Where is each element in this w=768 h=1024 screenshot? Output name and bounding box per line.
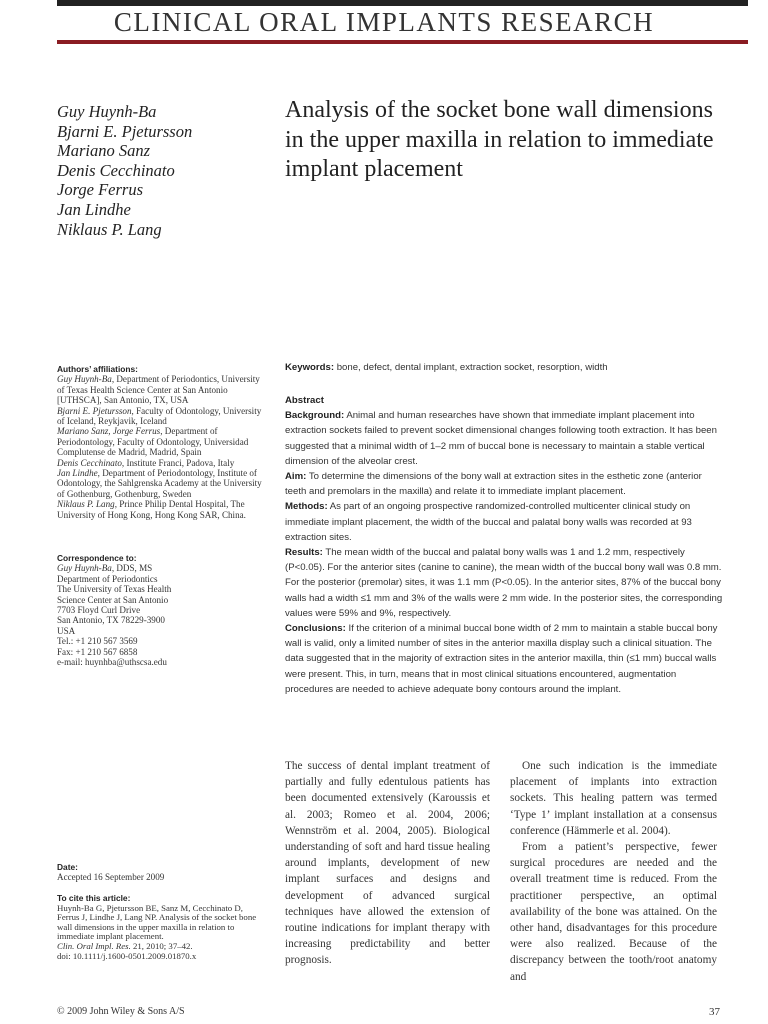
- journal-title: CLINICAL ORAL IMPLANTS RESEARCH: [113, 7, 655, 37]
- correspondence-line: USA: [57, 625, 76, 636]
- affiliations-label: Authors’ affiliations:: [57, 364, 138, 374]
- author-name: Mariano Sanz: [57, 141, 151, 161]
- header-accent-rule: [57, 40, 748, 44]
- abstract-section: Methods: As part of an ongoing prospective randomized-controlled multicenter clinical study on immediate implant placement, the width of the buccal and palatal bony walls was recorded at 93 extraction sites.: [285, 501, 692, 543]
- author-list: [57, 102, 192, 239]
- correspondence-line: The University of Texas Health: [57, 584, 172, 595]
- correspondence-block: [57, 553, 267, 667]
- author-name: Jorge Ferrus: [57, 180, 143, 200]
- date-block: [57, 862, 267, 883]
- correspondence-line: San Antonio, TX 78229-3900: [57, 615, 165, 626]
- copyright: © 2009 John Wiley & Sons A/S: [57, 1006, 185, 1017]
- correspondence-line: Department of Periodontics: [57, 573, 158, 584]
- affiliation-entry: Guy Huynh-Ba, Department of Periodontics, University of Texas Health Science Center at San Antonio [UTHSCA], San Antonio, TX, USA: [57, 374, 260, 406]
- abstract-section: Background: Animal and human researches have shown that immediate implant placement into extraction sockets failed to prevent socket dimensional changes following tooth extraction. It has been suggested that a minimal width of 1–2 mm of buccal bone is necessary to maintain a stable vertical dimension of the alveolar crest.: [285, 410, 717, 467]
- author-name: Denis Cecchinato: [57, 160, 175, 180]
- correspondence-line: Fax: +1 210 567 6858: [57, 646, 138, 657]
- citation-journal: Clin. Oral Impl. Res. 21, 2010; 37–42.: [57, 940, 193, 951]
- body-paragraph: The success of dental implant treatment of partially and fully edentulous patients has been documented extensively (Karoussis et al. 2003; Romeo et al. 2004, 2006; Wennström et al. 2004, 2005). Biological understanding of soft and hard tissue healing around implants, development of new implant surfaces and designs and development of advanced surgical techniques have allowed the extension of routine indications for implant therapy with increasing predictability and better prognosis.: [285, 760, 490, 967]
- body-paragraph: One such indication is the immediate placement of implants into extraction sockets. This healing pattern was termed ‘Type 1’ implant installation at a consensus conference (Hämmerle et al. 2004).: [510, 760, 717, 837]
- abstract-section: Aim: To determine the dimensions of the bony wall at extraction sites in the esthetic zone (anterior teeth and premolars in the maxilla) and relate it to immediate implant placement.: [285, 471, 702, 498]
- citation-block: [57, 894, 267, 961]
- abstract-section: Results: The mean width of the buccal and palatal bony walls was 1 and 1.2 mm, respectively (P<0.05). For the anterior sites (canine to canine), the mean width of the buccal bony wall was 0.8 mm. For the posterior (premolar) sites, it was 1.1 mm (P<0.05). In the anterior sites, 87% of the buccal bony walls had a width ≤1 mm and 3% of the walls were 2 mm wide. In the posterior sites, the corresponding values were 59% and 9%, respectively.: [285, 547, 723, 619]
- affiliation-entry: Niklaus P. Lang, Prince Philip Dental Hospital, The University of Hong Kong, Hong Kong SAR, China.: [57, 499, 246, 520]
- date-text: Accepted 16 September 2009: [57, 872, 165, 883]
- citation-label: To cite this article:: [57, 893, 131, 903]
- keywords-text: bone, defect, dental implant, extraction socket, resorption, width: [336, 362, 608, 373]
- author-name: Guy Huynh-Ba: [57, 102, 157, 121]
- keywords: [285, 362, 725, 374]
- article-title: Analysis of the socket bone wall dimensions in the upper maxilla in relation to immediate implant placement: [285, 97, 714, 182]
- date-label: Date:: [57, 862, 78, 872]
- header-top-rule: [57, 0, 748, 6]
- correspondence-line: Science Center at San Antonio: [57, 594, 169, 605]
- body-paragraph: From a patient’s perspective, fewer surgical procedures are needed and the overall treatment time is reduced. From the practitioner perspective, an optimal availability of the bone was attained. On the other hand, disadvantages for this procedure were also realized. Because of the discrepancy between the tooth/root anatomy and: [510, 841, 717, 983]
- affiliations-block: [57, 364, 267, 520]
- affiliation-entry: Denis Cecchinato, Institute Franci, Padova, Italy: [57, 457, 235, 468]
- abstract: [285, 393, 725, 697]
- author-name: Bjarni E. Pjetursson: [57, 121, 193, 141]
- correspondence-line: Tel.: +1 210 567 3569: [57, 636, 138, 647]
- abstract-section: Conclusions: If the criterion of a minimal buccal bone width of 2 mm to maintain a stable buccal bony wall is valid, only a limited number of sites in the anterior maxilla display such a clinical situation. The data suggested that in the majority of extraction sites in the anterior maxilla, thin (≤1 mm) buccal walls were present. This, in turn, means that in most clinical situations encountered, augmentation procedures are needed to achieve adequate bony contours around the implant.: [285, 623, 718, 695]
- body-column-1: [285, 758, 490, 969]
- correspondence-email[interactable]: e-mail: huynhba@uthscsa.edu: [57, 657, 167, 668]
- abstract-heading: Abstract: [285, 395, 324, 406]
- correspondence-label: Correspondence to:: [57, 553, 137, 563]
- body-column-2: [510, 758, 717, 985]
- affiliation-entry: Mariano Sanz, Jorge Ferrus, Department of Periodontology, Faculty of Odontology, Universidad Complutense de Madrid, Madrid, Spain: [57, 426, 249, 458]
- page-number: 37: [709, 1006, 720, 1018]
- keywords-label: Keywords:: [285, 362, 335, 373]
- author-name: Jan Lindhe: [57, 199, 131, 219]
- affiliation-entry: Jan Lindhe, Department of Periodontology, Institute of Odontology, the Sahlgrenska Academy at the University of Gothenburg, Gothenburg, Sweden: [57, 468, 262, 499]
- citation-doi[interactable]: doi: 10.1111/j.1600-0501.2009.01870.x: [57, 950, 197, 961]
- citation-text: Huynh-Ba G, Pjetursson BE, Sanz M, Cecchinato D, Ferrus J, Lindhe J, Lang NP. Analysis of the socket bone wall dimensions in the upper maxilla in relation to immediate implant placement.: [57, 902, 257, 942]
- author-name: Niklaus P. Lang: [57, 219, 162, 239]
- affiliation-entry: Bjarni E. Pjetursson, Faculty of Odontology, University of Iceland, Reykjavik, Iceland: [57, 405, 262, 427]
- correspondence-line: Guy Huynh-Ba, DDS, MS: [57, 563, 153, 574]
- correspondence-line: 7703 Floyd Curl Drive: [57, 605, 141, 616]
